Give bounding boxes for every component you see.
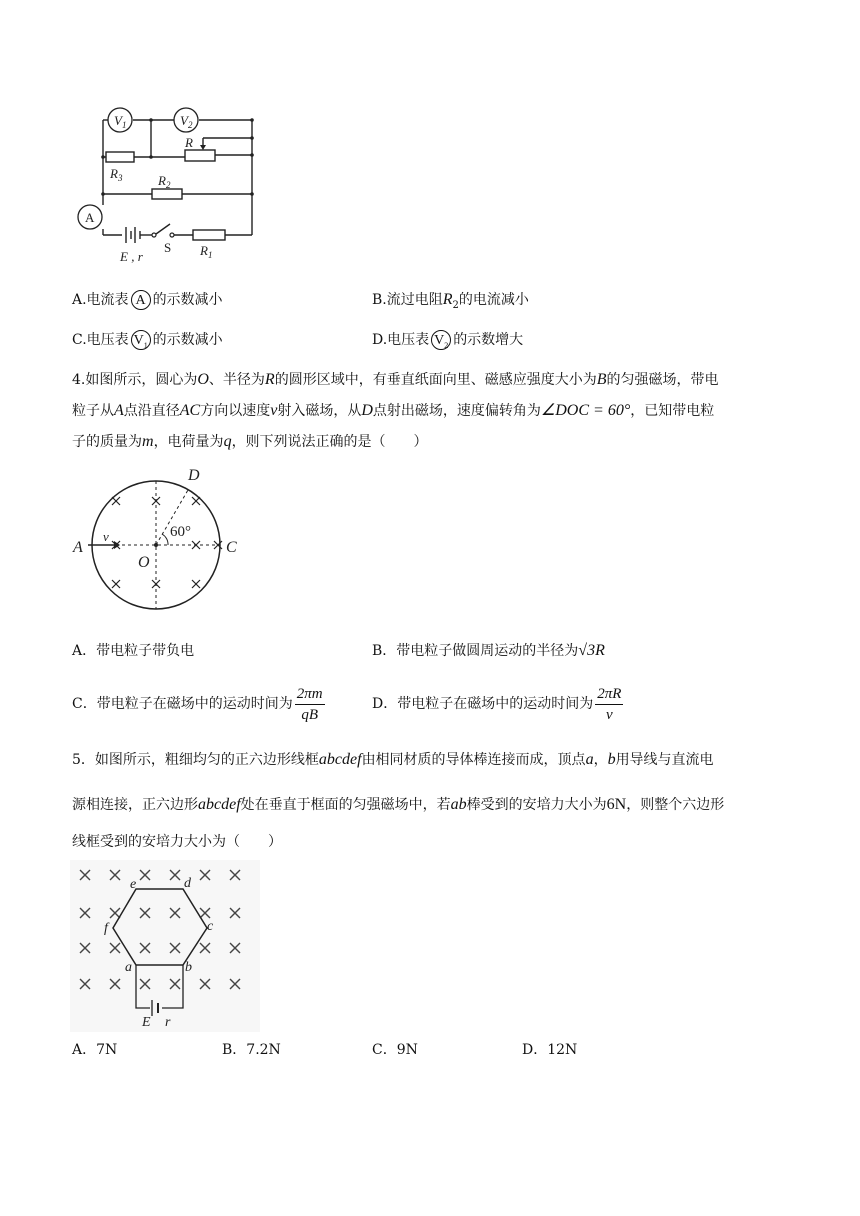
q5-option-a[interactable]: A．7N [72,1042,118,1058]
q5-stem-line1: 5．如图所示，粗细均匀的正六边形线框abcdef由相同材质的导体棒连接而成，顶点a，b用导线与直流电 [72,751,714,768]
q4-option-c[interactable] [72,683,327,725]
q5-option-d[interactable]: D．12N [522,1042,578,1058]
q5-vertex-f: f [104,921,108,936]
q3-option-b-tail: 的电流减小 [458,292,529,308]
q3-option-b-sub: 2 [452,299,459,311]
q3-r1-label: $R_1$ [200,243,213,260]
q4-option-a[interactable]: A．带电粒子带负电 [72,643,195,659]
voltmeter-v1-icon: $V_1$ [131,330,151,350]
q4-magnetic-field-diagram [70,460,250,620]
q3-er-label: E , r [120,249,143,264]
q5-vertex-a: a [125,960,132,975]
q4-point-d: D [188,467,200,484]
q4-stem-line1: 4.如图所示，圆心为O、半径为R的圆形区域中，有垂直纸面向里、磁感应强度大小为B的匀强磁场，带电 [72,371,719,388]
q4-center-o: O [138,554,150,571]
q3-ammeter-label: A [85,210,95,225]
q3-option-d-tail: 的示数增大 [453,332,524,348]
q4-option-d-text: D．带电粒子在磁场中的运动时间为 [372,696,594,712]
q3-option-d-text: D.电压表 [372,332,430,348]
q3-v2-label: $V_2$ [180,113,193,130]
q3-option-b-text: B.流过电阻 [372,292,443,308]
q3-option-a[interactable] [72,290,223,310]
q3-circuit-diagram [70,100,270,265]
q4-option-c-text: C．带电粒子在磁场中的运动时间为 [72,696,293,712]
q3-r-label: R [185,135,193,150]
q5-source-e: E [142,1015,151,1030]
q4-option-d-fraction: $\frac{2\pi R}{v}$ [597,685,622,723]
q4-stem-line2: 粒子从A点沿直径AC方向以速度v射入磁场，从D点射出磁场，速度偏转角为∠DOC = 60°，已知带电粒 [72,402,715,419]
q4-point-a: A [73,539,83,556]
q4-velocity-label: v [103,529,109,544]
q5-vertex-e: e [130,877,137,892]
q3-option-b-var: R [442,291,453,308]
q3-v1-label: $V_1$ [114,113,127,130]
q4-option-d[interactable] [372,683,625,725]
q4-angle-label: 60° [170,524,191,540]
q3-option-a-tail: 的示数减小 [152,292,223,308]
ammeter-icon: A [131,290,151,310]
q4-option-b-math: √3R [578,642,605,659]
q3-option-a-text: A.电流表 [72,292,129,308]
q3-option-c[interactable] [72,330,223,350]
q5-vertex-b: b [185,960,192,975]
q5-hexagon-diagram [70,860,260,1032]
q5-stem-line2: 源相连接，正六边形abcdef处在垂直于框面的匀强磁场中，若ab棒受到的安培力大小为6N，则整个六边形 [72,796,725,813]
q5-option-c[interactable]: C．9N [372,1042,418,1058]
q3-r2-label: $R_2$ [158,173,171,190]
q5-source-r: r [165,1015,171,1030]
voltmeter-v2-icon: $V_2$ [431,330,451,350]
q3-r3-label: $R_3$ [110,166,123,183]
q5-vertex-c: c [207,919,214,934]
q4-option-b-text: B．带电粒子做圆周运动的半径为 [372,643,579,659]
q4-point-c: C [226,539,237,556]
q3-option-c-text: C.电压表 [72,332,129,348]
q3-option-b[interactable] [372,290,529,316]
q4-option-c-fraction: $\frac{2\pi m}{qB}$ [296,685,323,723]
q3-s-label: S [164,240,172,255]
q5-option-b[interactable]: B．7.2N [222,1042,281,1058]
q5-stem-line3: 线框受到的安培力大小为（ ） [72,834,282,850]
q3-option-d[interactable] [372,330,523,350]
q4-option-b[interactable] [372,641,605,661]
q3-option-c-tail: 的示数减小 [152,332,223,348]
q5-vertex-d: d [184,876,191,891]
q4-stem-line3: 子的质量为m，电荷量为q，则下列说法正确的是（ ） [72,433,428,450]
